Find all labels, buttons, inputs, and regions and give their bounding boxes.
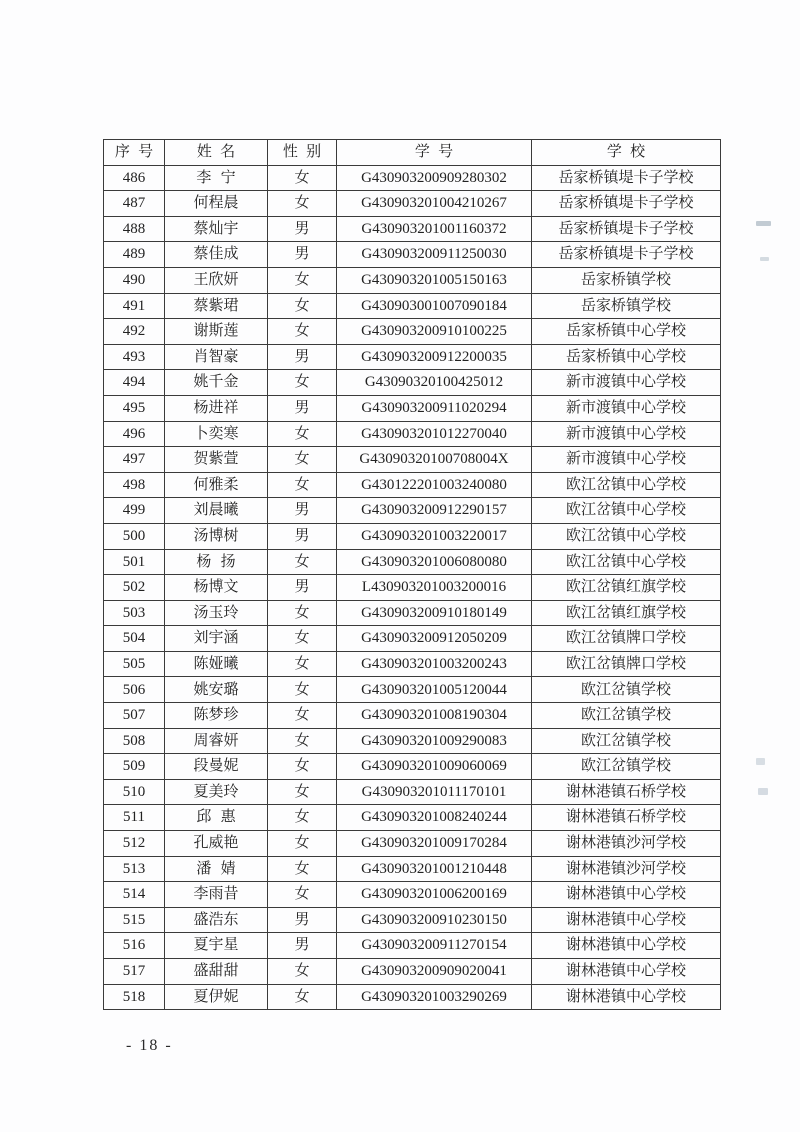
table-row xyxy=(104,191,721,217)
gender-cell: 男 xyxy=(268,498,337,524)
table-row xyxy=(104,959,721,985)
gender-cell: 女 xyxy=(268,447,337,473)
gender-cell: 女 xyxy=(268,959,337,985)
school-cell: 谢林港镇中心学校 xyxy=(532,984,721,1010)
student-id-cell: G430903201006200169 xyxy=(337,882,532,908)
school-cell: 谢林港镇中心学校 xyxy=(532,933,721,959)
gender-cell: 男 xyxy=(268,344,337,370)
serial-cell: 494 xyxy=(104,370,165,396)
student-id-cell: G430903201001210448 xyxy=(337,856,532,882)
serial-cell: 492 xyxy=(104,319,165,345)
student-id-cell: G430903201003220017 xyxy=(337,523,532,549)
gender-cell: 男 xyxy=(268,523,337,549)
name-cell: 段曼妮 xyxy=(165,754,268,780)
name-cell: 何雅柔 xyxy=(165,472,268,498)
school-cell: 欧江岔镇学校 xyxy=(532,677,721,703)
name-cell: 贺紫萱 xyxy=(165,447,268,473)
gender-cell: 女 xyxy=(268,856,337,882)
student-id-cell: G430903201004210267 xyxy=(337,191,532,217)
table-row xyxy=(104,651,721,677)
school-cell: 岳家桥镇堤卡子学校 xyxy=(532,191,721,217)
table-row xyxy=(104,805,721,831)
table-row xyxy=(104,677,721,703)
gender-cell: 女 xyxy=(268,421,337,447)
name-cell: 汤玉玲 xyxy=(165,600,268,626)
table-row xyxy=(104,984,721,1010)
serial-cell: 514 xyxy=(104,882,165,908)
name-cell: 李雨昔 xyxy=(165,882,268,908)
header-school: 学校 xyxy=(532,140,721,166)
gender-cell: 男 xyxy=(268,933,337,959)
student-id-cell: G430903201005150163 xyxy=(337,267,532,293)
student-id-cell: G430903200909020041 xyxy=(337,959,532,985)
name-cell: 李宁 xyxy=(165,165,268,191)
serial-cell: 509 xyxy=(104,754,165,780)
name-cell: 卜奕寒 xyxy=(165,421,268,447)
gender-cell: 女 xyxy=(268,728,337,754)
gender-cell: 女 xyxy=(268,984,337,1010)
gender-cell: 男 xyxy=(268,216,337,242)
student-id-cell: G430903200910100225 xyxy=(337,319,532,345)
student-id-cell: G430903200911020294 xyxy=(337,395,532,421)
student-id-cell: G430903200911250030 xyxy=(337,242,532,268)
table-row xyxy=(104,703,721,729)
name-cell: 杨进祥 xyxy=(165,395,268,421)
school-cell: 欧江岔镇牌口学校 xyxy=(532,626,721,652)
name-cell: 刘宇涵 xyxy=(165,626,268,652)
student-id-cell: G430903201012270040 xyxy=(337,421,532,447)
school-cell: 谢林港镇石桥学校 xyxy=(532,779,721,805)
gender-cell: 女 xyxy=(268,319,337,345)
table-row xyxy=(104,626,721,652)
student-id-cell: G430122201003240080 xyxy=(337,472,532,498)
table-row xyxy=(104,472,721,498)
table-row xyxy=(104,856,721,882)
student-id-cell: G43090320100425012 xyxy=(337,370,532,396)
student-id-cell: G43090320100708004X xyxy=(337,447,532,473)
name-cell: 汤博树 xyxy=(165,523,268,549)
serial-cell: 504 xyxy=(104,626,165,652)
header-student-id: 学号 xyxy=(337,140,532,166)
header-row xyxy=(104,140,721,166)
table-row xyxy=(104,831,721,857)
gender-cell: 男 xyxy=(268,242,337,268)
school-cell: 岳家桥镇堤卡子学校 xyxy=(532,242,721,268)
page-number: - 18 - xyxy=(126,1037,173,1054)
school-cell: 欧江岔镇红旗学校 xyxy=(532,575,721,601)
school-cell: 谢林港镇中心学校 xyxy=(532,907,721,933)
name-cell: 夏伊妮 xyxy=(165,984,268,1010)
table-row xyxy=(104,549,721,575)
name-cell: 肖智豪 xyxy=(165,344,268,370)
table-row xyxy=(104,907,721,933)
school-cell: 岳家桥镇中心学校 xyxy=(532,344,721,370)
gender-cell: 男 xyxy=(268,907,337,933)
scan-artifact xyxy=(758,788,768,795)
student-id-cell: G430903201009290083 xyxy=(337,728,532,754)
serial-cell: 516 xyxy=(104,933,165,959)
table-row xyxy=(104,216,721,242)
school-cell: 岳家桥镇学校 xyxy=(532,293,721,319)
gender-cell: 男 xyxy=(268,575,337,601)
student-id-cell: G430903201011170101 xyxy=(337,779,532,805)
gender-cell: 女 xyxy=(268,293,337,319)
serial-cell: 500 xyxy=(104,523,165,549)
serial-cell: 507 xyxy=(104,703,165,729)
serial-cell: 491 xyxy=(104,293,165,319)
serial-cell: 505 xyxy=(104,651,165,677)
student-id-cell: G430903200912050209 xyxy=(337,626,532,652)
serial-cell: 486 xyxy=(104,165,165,191)
serial-cell: 517 xyxy=(104,959,165,985)
school-cell: 谢林港镇中心学校 xyxy=(532,882,721,908)
gender-cell: 男 xyxy=(268,395,337,421)
student-id-cell: G430903200912200035 xyxy=(337,344,532,370)
serial-cell: 503 xyxy=(104,600,165,626)
name-cell: 蔡灿宇 xyxy=(165,216,268,242)
name-cell: 蔡佳成 xyxy=(165,242,268,268)
table-row xyxy=(104,293,721,319)
serial-cell: 487 xyxy=(104,191,165,217)
table-row xyxy=(104,421,721,447)
scan-artifact xyxy=(756,758,765,765)
school-cell: 欧江岔镇中心学校 xyxy=(532,523,721,549)
school-cell: 岳家桥镇学校 xyxy=(532,267,721,293)
student-id-cell: G430903200912290157 xyxy=(337,498,532,524)
gender-cell: 女 xyxy=(268,549,337,575)
gender-cell: 女 xyxy=(268,651,337,677)
serial-cell: 489 xyxy=(104,242,165,268)
student-id-cell: G430903201009060069 xyxy=(337,754,532,780)
table-row xyxy=(104,779,721,805)
name-cell: 盛浩东 xyxy=(165,907,268,933)
serial-cell: 502 xyxy=(104,575,165,601)
school-cell: 欧江岔镇中心学校 xyxy=(532,498,721,524)
name-cell: 邱惠 xyxy=(165,805,268,831)
gender-cell: 女 xyxy=(268,779,337,805)
table-row xyxy=(104,370,721,396)
serial-cell: 508 xyxy=(104,728,165,754)
student-id-cell: G430903200910180149 xyxy=(337,600,532,626)
serial-cell: 498 xyxy=(104,472,165,498)
gender-cell: 女 xyxy=(268,600,337,626)
student-id-cell: L430903201003200016 xyxy=(337,575,532,601)
scan-artifact xyxy=(756,221,771,226)
header-gender: 性别 xyxy=(268,140,337,166)
student-id-cell: G430903201008240244 xyxy=(337,805,532,831)
student-id-cell: G430903200911270154 xyxy=(337,933,532,959)
name-cell: 陈娅曦 xyxy=(165,651,268,677)
school-cell: 欧江岔镇红旗学校 xyxy=(532,600,721,626)
school-cell: 岳家桥镇中心学校 xyxy=(532,319,721,345)
serial-cell: 518 xyxy=(104,984,165,1010)
gender-cell: 女 xyxy=(268,165,337,191)
serial-cell: 513 xyxy=(104,856,165,882)
name-cell: 何程晨 xyxy=(165,191,268,217)
serial-cell: 490 xyxy=(104,267,165,293)
student-id-cell: G430903200910230150 xyxy=(337,907,532,933)
table-row xyxy=(104,575,721,601)
student-table-body xyxy=(104,165,721,1010)
name-cell: 刘晨曦 xyxy=(165,498,268,524)
serial-cell: 495 xyxy=(104,395,165,421)
school-cell: 谢林港镇石桥学校 xyxy=(532,805,721,831)
table-row xyxy=(104,523,721,549)
student-id-cell: G430903201008190304 xyxy=(337,703,532,729)
name-cell: 王欣妍 xyxy=(165,267,268,293)
student-id-cell: G430903201003200243 xyxy=(337,651,532,677)
student-id-cell: G430903201003290269 xyxy=(337,984,532,1010)
school-cell: 新市渡镇中心学校 xyxy=(532,395,721,421)
table-row xyxy=(104,882,721,908)
student-id-cell: G430903201005120044 xyxy=(337,677,532,703)
name-cell: 蔡紫珺 xyxy=(165,293,268,319)
serial-cell: 501 xyxy=(104,549,165,575)
name-cell: 姚千金 xyxy=(165,370,268,396)
name-cell: 夏美玲 xyxy=(165,779,268,805)
serial-cell: 506 xyxy=(104,677,165,703)
serial-cell: 510 xyxy=(104,779,165,805)
serial-cell: 515 xyxy=(104,907,165,933)
table-row xyxy=(104,267,721,293)
name-cell: 杨扬 xyxy=(165,549,268,575)
school-cell: 新市渡镇中心学校 xyxy=(532,421,721,447)
name-cell: 谢斯莲 xyxy=(165,319,268,345)
table-row xyxy=(104,600,721,626)
gender-cell: 女 xyxy=(268,703,337,729)
student-id-cell: G430903001007090184 xyxy=(337,293,532,319)
name-cell: 杨博文 xyxy=(165,575,268,601)
table-row xyxy=(104,395,721,421)
table-row xyxy=(104,242,721,268)
gender-cell: 女 xyxy=(268,191,337,217)
serial-cell: 499 xyxy=(104,498,165,524)
table-row xyxy=(104,754,721,780)
header-name: 姓名 xyxy=(165,140,268,166)
serial-cell: 512 xyxy=(104,831,165,857)
school-cell: 欧江岔镇学校 xyxy=(532,728,721,754)
serial-cell: 488 xyxy=(104,216,165,242)
table-row xyxy=(104,344,721,370)
student-id-cell: G430903201006080080 xyxy=(337,549,532,575)
school-cell: 欧江岔镇中心学校 xyxy=(532,549,721,575)
name-cell: 夏宇星 xyxy=(165,933,268,959)
gender-cell: 女 xyxy=(268,370,337,396)
school-cell: 谢林港镇中心学校 xyxy=(532,959,721,985)
serial-cell: 497 xyxy=(104,447,165,473)
school-cell: 欧江岔镇学校 xyxy=(532,754,721,780)
gender-cell: 女 xyxy=(268,267,337,293)
name-cell: 姚安璐 xyxy=(165,677,268,703)
gender-cell: 女 xyxy=(268,472,337,498)
table-row xyxy=(104,165,721,191)
school-cell: 岳家桥镇堤卡子学校 xyxy=(532,165,721,191)
table-row xyxy=(104,498,721,524)
school-cell: 欧江岔镇学校 xyxy=(532,703,721,729)
gender-cell: 女 xyxy=(268,882,337,908)
gender-cell: 女 xyxy=(268,754,337,780)
table-row xyxy=(104,447,721,473)
school-cell: 欧江岔镇中心学校 xyxy=(532,472,721,498)
serial-cell: 496 xyxy=(104,421,165,447)
table-row xyxy=(104,728,721,754)
table-row xyxy=(104,319,721,345)
gender-cell: 女 xyxy=(268,626,337,652)
student-roster-table xyxy=(103,139,721,1010)
gender-cell: 女 xyxy=(268,677,337,703)
school-cell: 欧江岔镇牌口学校 xyxy=(532,651,721,677)
table-row xyxy=(104,933,721,959)
student-id-cell: G430903201001160372 xyxy=(337,216,532,242)
name-cell: 孔威艳 xyxy=(165,831,268,857)
name-cell: 周睿妍 xyxy=(165,728,268,754)
gender-cell: 女 xyxy=(268,831,337,857)
school-cell: 岳家桥镇堤卡子学校 xyxy=(532,216,721,242)
school-cell: 新市渡镇中心学校 xyxy=(532,447,721,473)
header-serial: 序号 xyxy=(104,140,165,166)
name-cell: 潘婧 xyxy=(165,856,268,882)
school-cell: 谢林港镇沙河学校 xyxy=(532,856,721,882)
school-cell: 谢林港镇沙河学校 xyxy=(532,831,721,857)
gender-cell: 女 xyxy=(268,805,337,831)
student-id-cell: G430903200909280302 xyxy=(337,165,532,191)
student-id-cell: G430903201009170284 xyxy=(337,831,532,857)
school-cell: 新市渡镇中心学校 xyxy=(532,370,721,396)
serial-cell: 511 xyxy=(104,805,165,831)
name-cell: 陈梦珍 xyxy=(165,703,268,729)
name-cell: 盛甜甜 xyxy=(165,959,268,985)
table-header xyxy=(104,140,721,166)
serial-cell: 493 xyxy=(104,344,165,370)
scan-artifact xyxy=(760,257,769,261)
